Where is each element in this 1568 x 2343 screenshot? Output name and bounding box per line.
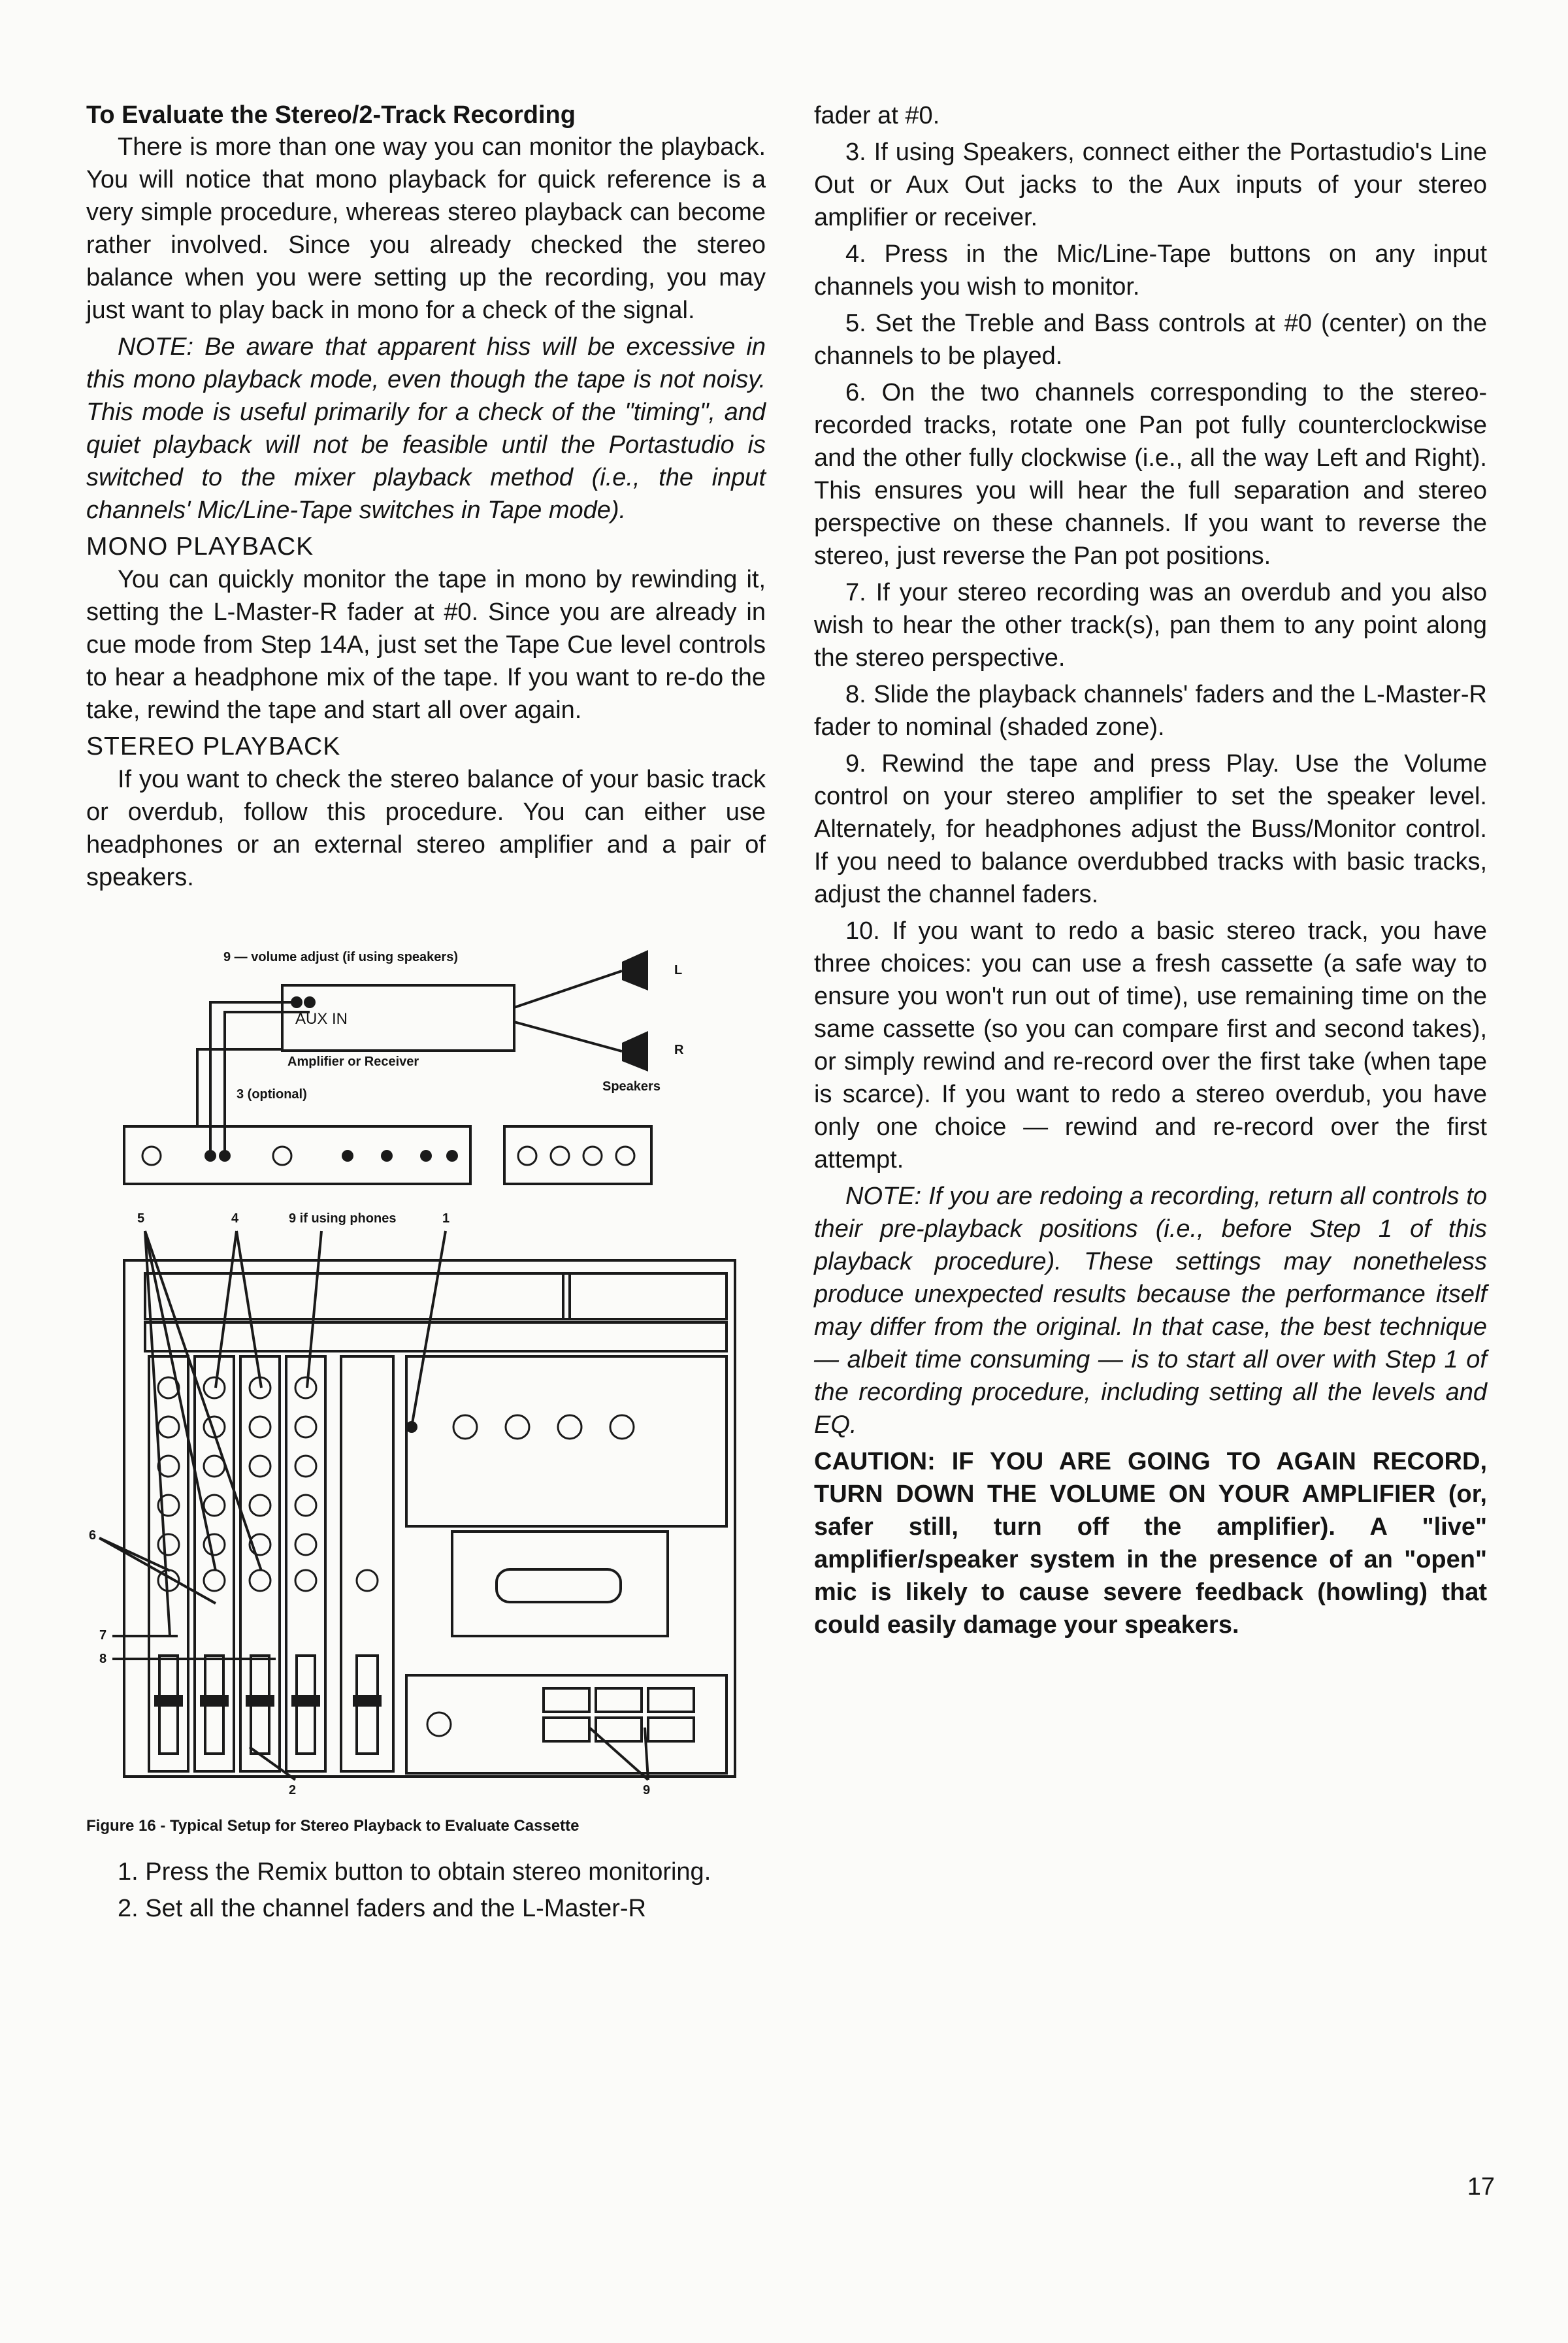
figure-caption: Figure 16 - Typical Setup for Stereo Playback to Evaluate Cassette	[86, 1817, 580, 1835]
label-step-9: 9	[643, 1783, 651, 1797]
label-right-speaker: R	[674, 1043, 684, 1057]
step-7: 7. If your stereo recording was an overdub and you also wish to hear the other track(s), pan them to any point along the stereo perspective.	[814, 579, 1487, 672]
note-redoing: NOTE: If you are redoing a recording, return all controls to their pre-playback positions (i.e., before Step 1 of this playback procedure). These settings may nonetheless produce unexpected results because the performance itself may differ from the original. In that case, the best technique — albeit time consuming — is to start all over with Step 1 of the recording procedure, including setting all the levels and EQ.	[814, 1183, 1487, 1439]
label-step-8: 8	[99, 1652, 107, 1666]
label-aux-in: AUX IN	[295, 1010, 348, 1028]
left-column	[86, 99, 766, 1929]
step-1: 1. Press the Remix button to obtain stereo monitoring.	[118, 1858, 711, 1886]
label-phones: 9 if using phones	[289, 1211, 397, 1226]
label-optional: 3 (optional)	[237, 1087, 307, 1102]
label-amplifier: Amplifier or Receiver	[287, 1055, 419, 1069]
step-5: 5. Set the Treble and Bass controls at #0 (center) on the channels to be played.	[814, 310, 1487, 370]
right-column	[814, 99, 1487, 1645]
step-2-continued: fader at #0.	[814, 102, 940, 129]
step-8: 8. Slide the playback channels' faders and the L-Master-R fader to nominal (shaded zone).	[814, 681, 1487, 741]
label-step-7: 7	[99, 1628, 107, 1643]
note-mono-hiss: NOTE: Be aware that apparent hiss will be excessive in this mono playback mode, even though the tape is not noisy. This mode is useful primarily for a check of the "timing", and quiet playback will not be feasible until the Portastudio is switched to the mixer playback method (i.e., the input channels' Mic/Line-Tape switches in Tape mode).	[86, 333, 766, 524]
caution-paragraph: CAUTION: IF YOU ARE GOING TO AGAIN RECORD, TURN DOWN THE VOLUME ON YOUR AMPLIFIER (or, safer still, turn off the amplifier). A "live" amplifier/speaker system in the presence of an "open" mic is likely to cause severe feedback (howling) that could easily damage your speakers.	[814, 1448, 1487, 1639]
portastudio-setup-drawing	[86, 930, 766, 1812]
step-6: 6. On the two channels corresponding to the stereo-recorded tracks, rotate one Pan pot fully counterclockwise and the other fully clockwise (i.e., all the way Left and Right). This ensures you will hear the full separation and stereo perspective on these channels. If you want to reverse the stereo, just reverse the Pan pot positions.	[814, 379, 1487, 570]
label-step-1: 1	[442, 1211, 450, 1226]
step-4: 4. Press in the Mic/Line-Tape buttons on any input channels you wish to monitor.	[814, 240, 1487, 301]
step-9: 9. Rewind the tape and press Play. Use the Volume control on your stereo amplifier to set the speaker level. Alternately, for headphones adjust the Buss/Monitor control. If you need to balance overdubbed tracks with basic tracks, adjust the channel faders.	[814, 750, 1487, 908]
stereo-playback-body: If you want to check the stereo balance of your basic track or overdub, follow this procedure. You can either use headphones or an external stereo amplifier and a pair of speakers.	[86, 766, 766, 891]
label-speakers: Speakers	[602, 1079, 661, 1094]
intro-paragraph: There is more than one way you can monitor the playback. You will notice that mono playback for quick reference is a very simple procedure, whereas stereo playback can become rather involved. Since you already checked the stereo balance when you were setting up the recording, you may just want to play back in mono for a check of the signal.	[86, 133, 766, 324]
page-number: 17	[1467, 2173, 1495, 2201]
figure-16-diagram	[86, 930, 766, 1812]
label-volume-adjust: 9 — volume adjust (if using speakers)	[223, 950, 458, 964]
label-step-6: 6	[89, 1528, 97, 1543]
label-step-2: 2	[289, 1783, 297, 1797]
label-left-speaker: L	[674, 963, 683, 977]
mono-playback-body: You can quickly monitor the tape in mono by rewinding it, setting the L-Master-R fader at #0. Since you are already in cue mode from Step 14A, just set the Tape Cue level controls to hear a headphone mix of the tape. If you want to re-do the take, rewind the tape and start all over again.	[86, 566, 766, 724]
step-3: 3. If using Speakers, connect either the Portastudio's Line Out or Aux Out jacks to the Aux inputs of your stereo amplifier or receiver.	[814, 139, 1487, 231]
section-heading: To Evaluate the Stereo/2-Track Recording	[86, 101, 576, 129]
step-2: 2. Set all the channel faders and the L-Master-R	[118, 1895, 647, 1922]
step-10: 10. If you want to redo a basic stereo track, you have three choices: you can use a fresh cassette (a safe way to ensure you won't run out of time), use remaining time on the same cassette (so you can compare first and second takes), or simply rewind and re-record over the first take (when tape is scarce). If you want to redo a stereo overdub, you have only one choice — rewind and re-record over the first attempt.	[814, 917, 1487, 1173]
label-step-5: 5	[137, 1211, 145, 1226]
stereo-playback-heading: STEREO PLAYBACK	[86, 732, 341, 761]
label-step-4: 4	[231, 1211, 239, 1226]
mono-playback-heading: MONO PLAYBACK	[86, 532, 314, 561]
